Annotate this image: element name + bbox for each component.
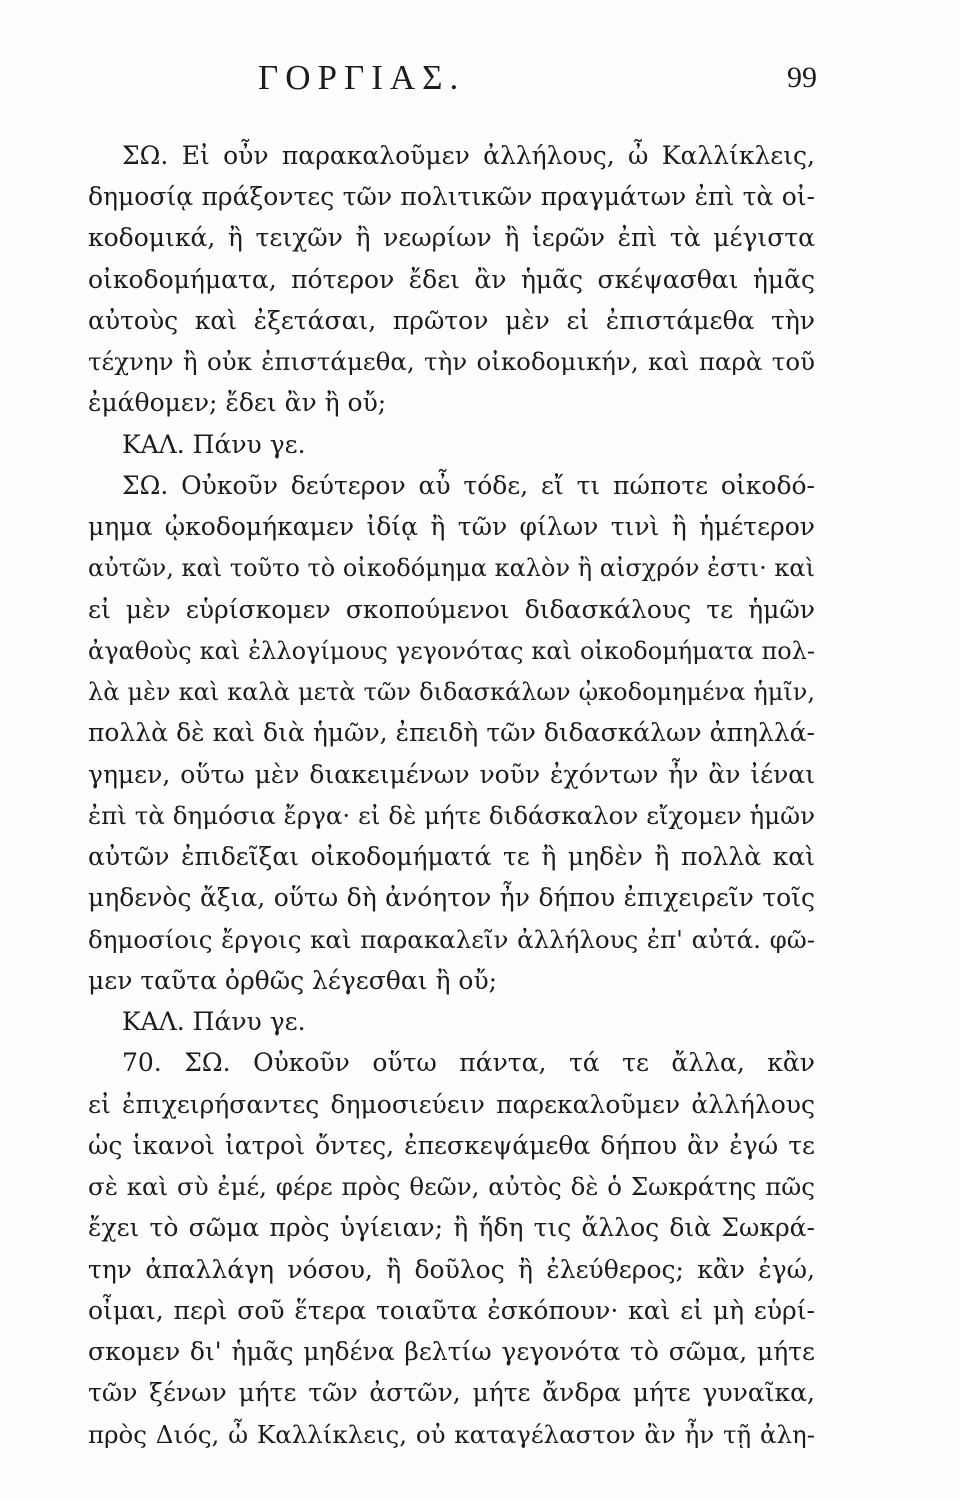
text-line: αὐτοὺς καὶ ἐξετάσαι, πρῶτον μὲν εἰ ἐπιστάμεθα τὴν <box>88 306 815 335</box>
text-line: πολλὰ δὲ καὶ διὰ ἡμῶν, ἐπειδὴ τῶν διδασκάλων ἀπηλλά- <box>88 718 815 747</box>
text-line: ΣΩ. Εἰ οὖν παρακαλοῦμεν ἀλλήλους, ὦ Καλλίκλεις, <box>122 141 815 170</box>
text-line: μηδενὸς ἄξια, οὕτω δὴ ἀνόητον ἦν δήπου ἐπιχειρεῖν τοῖς <box>88 883 815 912</box>
running-title: ΓΟΡΓΙΑΣ. <box>258 58 466 97</box>
text-line: ἐπὶ τὰ δημόσια ἔργα· εἰ δὲ μήτε διδάσκαλον εἴχομεν ἡμῶν <box>88 801 815 830</box>
text-line: ὡς ἱκανοὶ ἰατροὶ ὄντες, ἐπεσκεψάμεθα δήπου ἂν ἐγώ τε <box>88 1131 815 1160</box>
text-line: πρὸς Διός, ὦ Καλλίκλεις, οὐ καταγέλαστον ἂν ἦν τῇ ἀλη- <box>88 1420 815 1449</box>
text-line: γημεν, οὕτω μὲν διακειμένων νοῦν ἐχόντων ἦν ἂν ἰέναι <box>88 760 815 789</box>
text-line: μεν ταῦτα ὀρθῶς λέγεσθαι ἢ οὔ; <box>88 966 498 995</box>
speaker-line: ΚΑΛ. Πάνυ γε. <box>122 430 306 459</box>
text-line: την ἀπαλλάγη νόσου, ἢ δοῦλος ἢ ἐλεύθερος; κἂν ἐγώ, <box>88 1255 815 1284</box>
text-line: μημα ᾠκοδομήκαμεν ἰδίᾳ ἢ τῶν φίλων τινὶ ἢ ἡμέτερον <box>88 512 815 541</box>
running-head <box>0 58 960 98</box>
text-line: ἔχει τὸ σῶμα πρὸς ὑγίειαν; ἢ ἤδη τις ἄλλος διὰ Σωκρά- <box>88 1213 815 1242</box>
text-line: δημοσίᾳ πράξοντες τῶν πολιτικῶν πραγμάτων ἐπὶ τὰ οἰ- <box>88 182 815 211</box>
text-line: εἰ ἐπιχειρήσαντες δημοσιεύειν παρεκαλοῦμεν ἀλλήλους <box>88 1090 815 1119</box>
section-start-line: 70. ΣΩ. Οὐκοῦν οὕτω πάντα, τά τε ἄλλα, κἂν <box>122 1048 815 1077</box>
text-line: οἶμαι, περὶ σοῦ ἕτερα τοιαῦτα ἐσκόπουν· καὶ εἰ μὴ εὑρί- <box>88 1296 815 1325</box>
speaker-line: ΚΑΛ. Πάνυ γε. <box>122 1007 306 1036</box>
text-line: κοδομικά, ἢ τειχῶν ἢ νεωρίων ἢ ἱερῶν ἐπὶ τὰ μέγιστα <box>88 223 815 252</box>
text-line: εἰ μὲν εὑρίσκομεν σκοπούμενοι διδασκάλους τε ἡμῶν <box>88 595 815 624</box>
text-line: τέχνην ἢ οὐκ ἐπιστάμεθα, τὴν οἰκοδομικήν, καὶ παρὰ τοῦ <box>88 347 815 376</box>
text-line: τῶν ξένων μήτε τῶν ἀστῶν, μήτε ἄνδρα μήτε γυναῖκα, <box>88 1378 815 1407</box>
page-number: 99 <box>787 61 817 94</box>
text-line: αὐτῶν, καὶ τοῦτο τὸ οἰκοδόμημα καλὸν ἢ αἰσχρόν ἐστι· καὶ <box>88 554 815 582</box>
text-line: σὲ καὶ σὺ ἐμέ, φέρε πρὸς θεῶν, αὐτὸς δὲ ὁ Σωκράτης πῶς <box>88 1172 815 1201</box>
text-line: σκομεν δι' ἡμᾶς μηδένα βελτίω γεγονότα τὸ σῶμα, μήτε <box>88 1337 815 1366</box>
text-line: ΣΩ. Οὐκοῦν δεύτερον αὖ τόδε, εἴ τι πώποτε οἰκοδό- <box>122 471 815 500</box>
text-line: δημοσίοις ἔργοις καὶ παρακαλεῖν ἀλλήλους ἐπ' αὐτά. φῶ- <box>88 925 815 954</box>
text-line: οἰκοδομήματα, πότερον ἔδει ἂν ἡμᾶς σκέψασθαι ἡμᾶς <box>88 265 815 294</box>
text-line: λὰ μὲν καὶ καλὰ μετὰ τῶν διδασκάλων ᾠκοδομημένα ἡμῖν, <box>88 678 815 706</box>
text-line: ἐμάθομεν; ἔδει ἂν ἢ οὔ; <box>88 388 387 417</box>
text-line: ἀγαθοὺς καὶ ἐλλογίμους γεγονότας καὶ οἰκοδομήματα πολ- <box>88 637 815 665</box>
text-line: αὐτῶν ἐπιδεῖξαι οἰκοδομήματά τε ἢ μηδὲν ἢ πολλὰ καὶ <box>88 842 815 871</box>
